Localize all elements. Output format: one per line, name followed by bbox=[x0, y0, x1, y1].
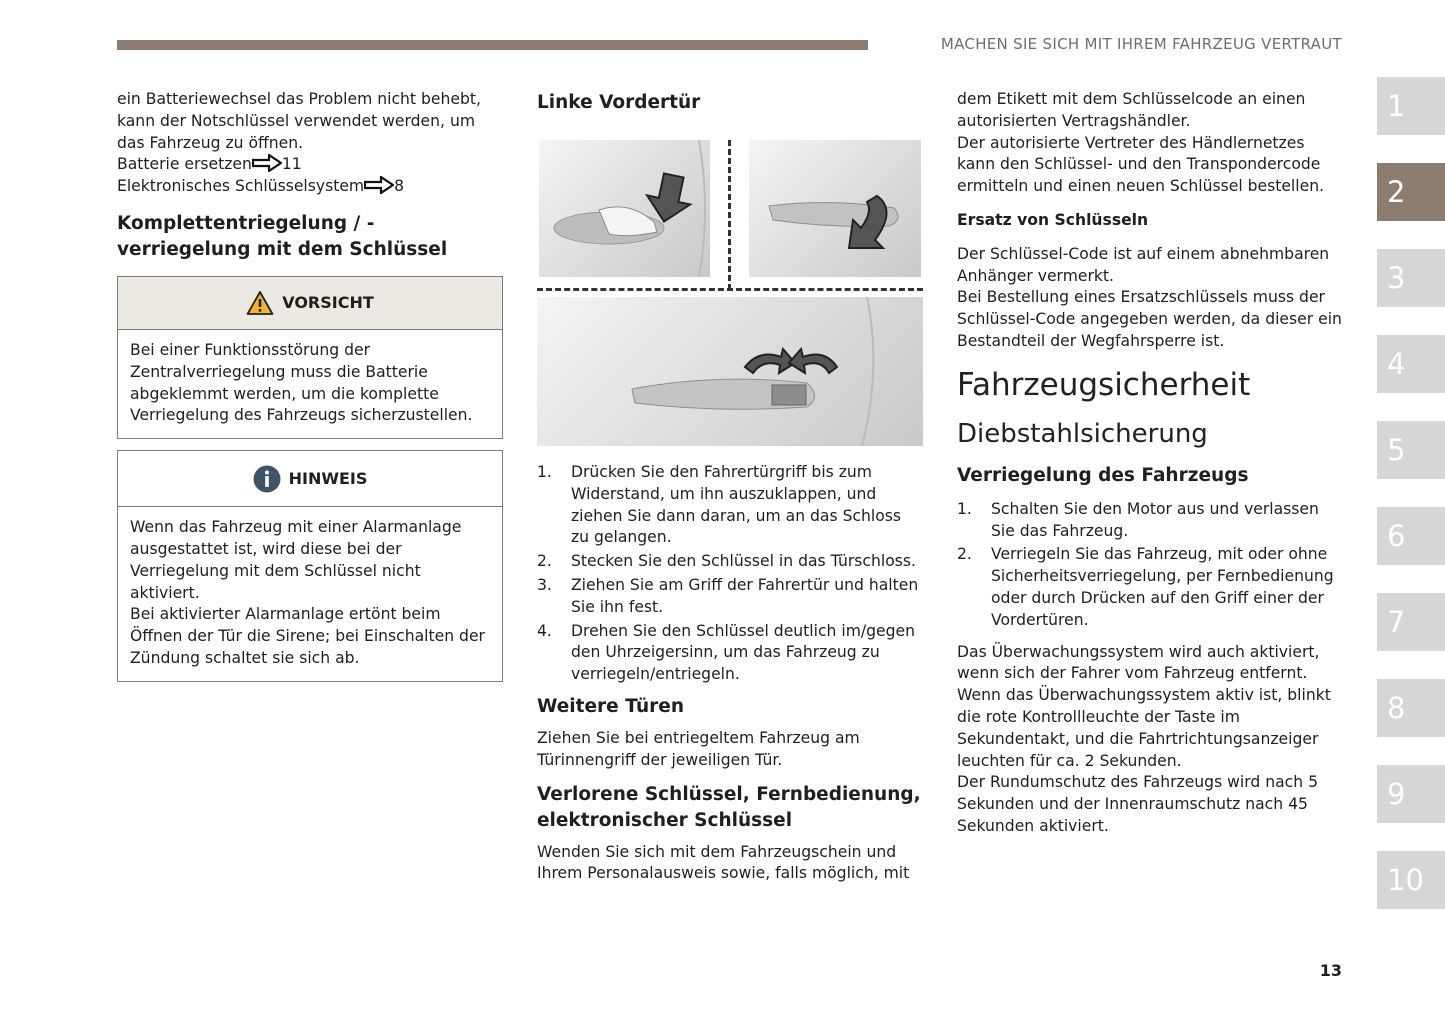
note-header bbox=[118, 451, 502, 507]
xref-page: 8 bbox=[394, 177, 405, 196]
info-icon bbox=[253, 465, 281, 493]
cross-reference-battery[interactable] bbox=[117, 154, 503, 176]
paragraph: Ziehen Sie bei entriegeltem Fahrzeug am Türinnengriff der jeweiligen Tür. bbox=[537, 728, 860, 769]
figure-divider bbox=[537, 288, 923, 291]
paragraph: Der Rundumschutz des Fahrzeugs wird nach 5 Sekunden und der Innenraumschutz nach 45 Sekunden aktiviert. bbox=[957, 773, 1319, 835]
chapter-title: Fahrzeugsicherheit bbox=[957, 366, 1251, 403]
list-item: 1. Schalten Sie den Motor aus und verlassen Sie das Fahrzeug. bbox=[957, 499, 1319, 540]
xref-label: Batterie ersetzen bbox=[117, 155, 252, 174]
section-heading: Komplettentriegelung / -verriegelung mit dem Schlüssel bbox=[117, 212, 448, 260]
paragraph: Der autorisierte Vertreter des Händlernetzes kann den Schlüssel- und den Transpondercode ermitteln und einen neuen Schlüssel bestellen. bbox=[957, 133, 1325, 196]
arrow-right-icon bbox=[364, 176, 394, 194]
paragraph: Wenn das Überwachungssystem aktiv ist, blinkt die rote Kontrollleuchte der Taste im Sekundentakt, und die Fahrtrichtungsanzeiger leuchten für ca. 2 Sekunden. bbox=[957, 686, 1331, 770]
page-number: 13 bbox=[1319, 961, 1342, 980]
list-item: 4. Drehen Sie den Schlüssel deutlich im/gegen den Uhrzeigersinn, um das Fahrzeug zu verriegeln/entriegeln. bbox=[537, 621, 916, 684]
door-handle-illustration bbox=[537, 140, 923, 446]
note-body bbox=[118, 507, 502, 681]
section-heading: Linke Vordertür bbox=[537, 92, 701, 113]
column-middle bbox=[537, 89, 923, 885]
chapter-tab-1[interactable]: 1 bbox=[1377, 77, 1445, 135]
figure-panel-press-handle bbox=[539, 140, 710, 277]
chapter-tab-2[interactable]: 2 bbox=[1377, 163, 1445, 221]
xref-page: 11 bbox=[281, 155, 302, 174]
chapter-tab-10[interactable]: 10 bbox=[1377, 851, 1445, 909]
paragraph: Wenden Sie sich mit dem Fahrzeugschein und Ihrem Personalausweis sowie, falls möglich, mit bbox=[537, 842, 910, 883]
running-head: MACHEN SIE SICH MIT IHREM FAHRZEUG VERTRAUT bbox=[940, 35, 1342, 53]
paragraph: Der Schlüssel-Code ist auf einem abnehmbaren Anhänger vermerkt. bbox=[957, 244, 1330, 285]
section-title: Diebstahlsicherung bbox=[957, 418, 1208, 449]
chapter-tab-3[interactable]: 3 bbox=[1377, 249, 1445, 307]
list-item: 2. Verriegeln Sie das Fahrzeug, mit oder ohne Sicherheitsverriegelung, per Fernbedienung oder durch Drücken auf den Griff einer der Vordertüren. bbox=[957, 545, 1334, 629]
section-heading: Weitere Türen bbox=[537, 695, 685, 717]
paragraph: dem Etikett mit dem Schlüsselcode an einen autorisierten Vertragshändler. bbox=[957, 90, 1306, 130]
cross-reference-key-system[interactable] bbox=[117, 176, 503, 198]
header-rule bbox=[117, 40, 868, 50]
column-right bbox=[957, 89, 1347, 838]
chapter-tab-9[interactable]: 9 bbox=[1377, 765, 1445, 823]
list-item: 1. Drücken Sie den Fahrertürgriff bis zum Widerstand, um ihn auszuklappen, und ziehen Sie dann daran, um an das Schloss zu gelangen. bbox=[537, 463, 902, 547]
door-steps-list bbox=[537, 462, 923, 686]
list-item: 2. Stecken Sie den Schlüssel in das Türschloss. bbox=[537, 552, 916, 571]
note-text: Bei aktivierter Alarmanlage ertönt beim Öffnen der Tür die Sirene; bei Einschalten der Zündung schaltet sie sich ab. bbox=[130, 605, 485, 667]
list-item: 3. Ziehen Sie am Griff der Fahrertür und halten Sie ihn fest. bbox=[537, 575, 919, 616]
caution-box bbox=[117, 276, 503, 439]
paragraph: Bei Bestellung eines Ersatzschlüssels muss der Schlüssel-Code angegeben werden, da dieser ein Bestandteil der Wegfahrsperre ist. bbox=[957, 288, 1342, 350]
figure-panel-pull-handle bbox=[749, 140, 921, 277]
caution-header bbox=[118, 277, 502, 330]
note-box bbox=[117, 450, 503, 682]
chapter-tab-8[interactable]: 8 bbox=[1377, 679, 1445, 737]
section-heading: Verlorene Schlüssel, Fernbedienung, elektronischer Schlüssel bbox=[537, 783, 921, 831]
note-text: Wenn das Fahrzeug mit einer Alarmanlage ausgestattet ist, wird diese bei der Verriegelung mit dem Schlüssel nicht aktiviert. bbox=[130, 518, 462, 602]
chapter-tab-6[interactable]: 6 bbox=[1377, 507, 1445, 565]
caution-title: VORSICHT bbox=[282, 293, 374, 313]
column-left bbox=[117, 89, 503, 682]
lock-steps-list bbox=[957, 499, 1347, 632]
chapter-tab-7[interactable]: 7 bbox=[1377, 593, 1445, 651]
chapter-tab-5[interactable]: 5 bbox=[1377, 421, 1445, 479]
paragraph: Das Überwachungssystem wird auch aktiviert, wenn sich der Fahrer vom Fahrzeug entfernt. bbox=[957, 642, 1320, 683]
figure-divider bbox=[728, 140, 731, 290]
intro-paragraph: ein Batteriewechsel das Problem nicht behebt, kann der Notschlüssel verwendet werden, um das Fahrzeug zu öffnen. bbox=[117, 90, 481, 152]
section-heading: Verriegelung des Fahrzeugs bbox=[957, 464, 1249, 486]
chapter-tab-4[interactable]: 4 bbox=[1377, 335, 1445, 393]
arrow-right-icon bbox=[252, 154, 282, 172]
xref-label: Elektronisches Schlüsselsystem bbox=[117, 177, 365, 196]
figure-panel-turn-key bbox=[537, 297, 923, 446]
caution-text: Bei einer Funktionsstörung der Zentralverriegelung muss die Batterie abgeklemmt werden, um die komplette Verriegelung des Fahrzeugs sicherzustellen. bbox=[130, 340, 473, 425]
note-title: HINWEIS bbox=[288, 468, 368, 488]
warning-triangle-icon bbox=[246, 290, 274, 316]
subheading: Ersatz von Schlüsseln bbox=[957, 210, 1149, 229]
